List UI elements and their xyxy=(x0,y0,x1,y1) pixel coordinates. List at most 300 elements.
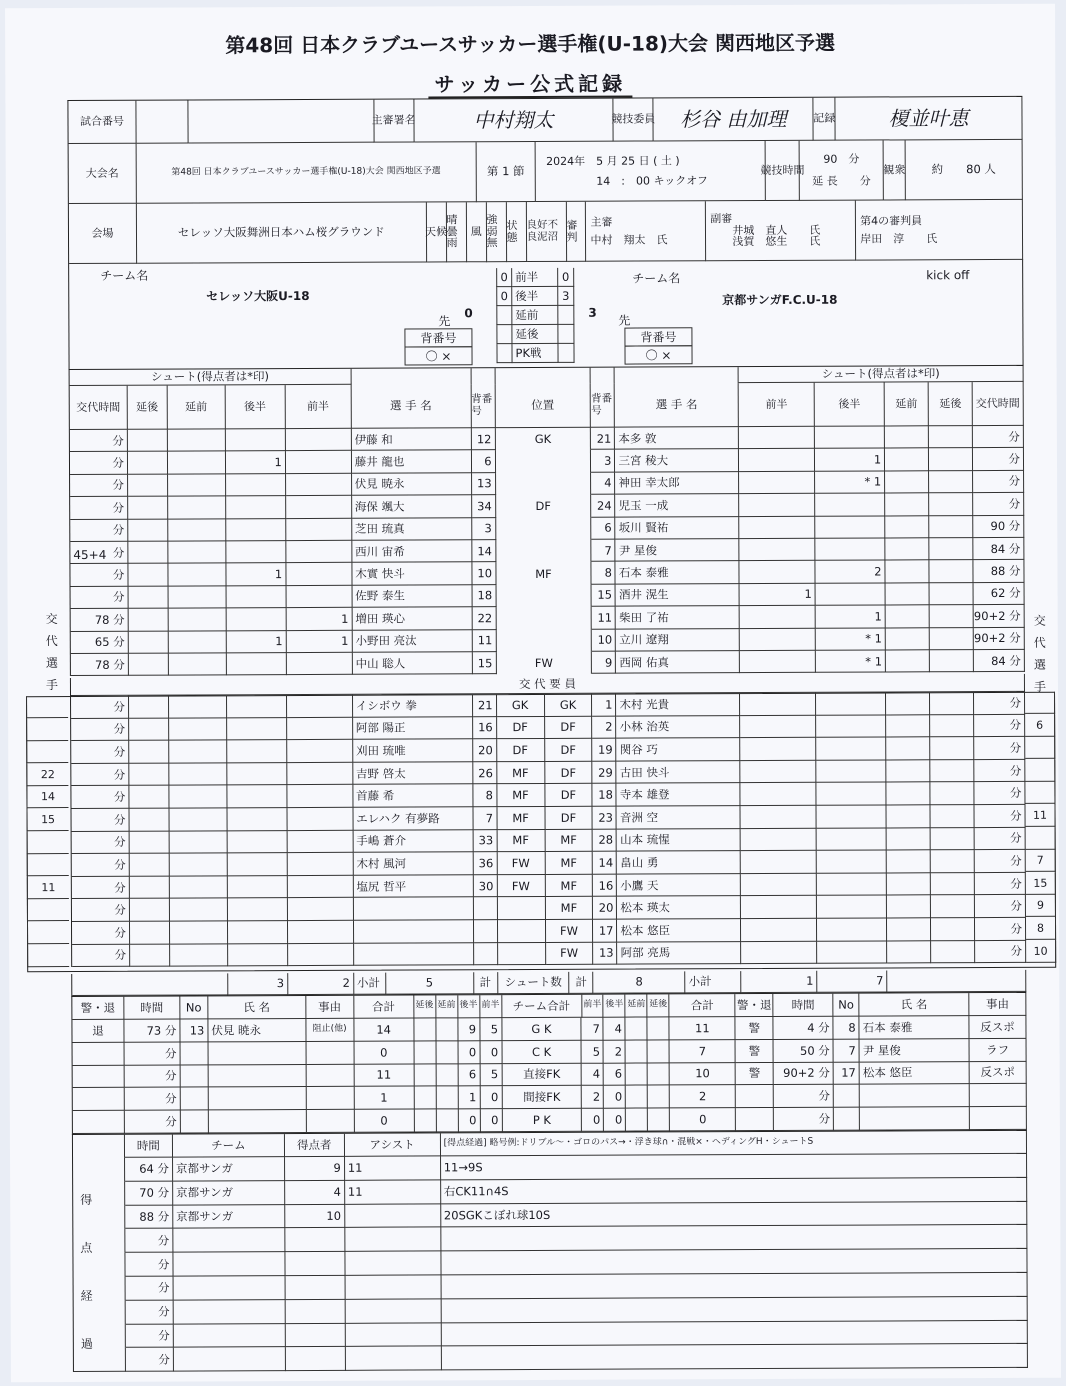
blank-cell xyxy=(130,922,170,945)
away-et1 xyxy=(886,561,930,584)
goal-team xyxy=(174,1347,286,1371)
away-h2-shots xyxy=(815,516,885,539)
blank-cell xyxy=(615,367,739,384)
home-h2-label: 後半 xyxy=(225,385,285,429)
header-row-venue xyxy=(68,200,1023,264)
away-player-name: 石本 泰雅 xyxy=(616,561,740,584)
blank-cell xyxy=(436,1018,458,1041)
blank-cell xyxy=(887,783,931,806)
position xyxy=(496,450,592,473)
goal-scorer-label: 得点者 xyxy=(285,1134,345,1157)
goal-description: 右CK11∩4S xyxy=(441,1178,1027,1204)
away-et1 xyxy=(885,516,929,539)
blank-cell xyxy=(227,808,287,831)
home-player-name: 増田 瑛心 xyxy=(352,607,472,630)
home-card-reason xyxy=(306,1064,354,1087)
away-sub-name: 木村 光貴 xyxy=(616,693,740,716)
away-et2 xyxy=(929,538,973,561)
goal-team: 京都サンガ xyxy=(173,1181,285,1205)
goal-assist xyxy=(345,1228,441,1252)
away-sub-time: 分 xyxy=(974,692,1025,715)
home-card-type xyxy=(73,1065,125,1088)
home-et2 xyxy=(128,519,168,542)
away-sub-name: 古田 快斗 xyxy=(617,761,741,784)
goal-description xyxy=(441,1320,1027,1346)
blank-cell xyxy=(73,1229,125,1253)
table-row xyxy=(71,940,1026,967)
away-sub-pos: FW xyxy=(545,920,593,943)
away-sum: 2 xyxy=(670,1086,736,1109)
home-sub-side-label: 交代選手 xyxy=(45,612,58,693)
home-sub-time: 分 xyxy=(70,452,128,475)
goal-time: 分 xyxy=(125,1277,173,1301)
home-card-no: 13 xyxy=(180,1019,208,1042)
away-h2-shots: 1 xyxy=(815,449,885,472)
blank-cell xyxy=(169,763,227,786)
away-sub-no: 16 xyxy=(593,874,617,897)
home-player-no: 3 xyxy=(472,518,496,540)
blank-cell xyxy=(816,692,886,715)
away-sub-no: 20 xyxy=(593,897,617,920)
home-sub-time: 分 xyxy=(72,944,130,967)
blank-cell xyxy=(741,828,817,851)
away-card-no: 8 xyxy=(834,1017,860,1040)
home-shots-title: シュート(得点者は*印) xyxy=(70,369,352,386)
away-h2-shots: 2 xyxy=(816,561,886,584)
away-h1-shots xyxy=(739,494,815,517)
home-et1 xyxy=(168,429,226,452)
away-h1-label: 前半 xyxy=(739,383,815,427)
blank-cell xyxy=(130,854,170,877)
away-h2-val: 2 xyxy=(604,1040,626,1063)
home-et2 xyxy=(128,586,168,609)
period-home: 0 xyxy=(496,287,512,306)
blank-cell xyxy=(887,941,931,964)
home-h1-val: 5 xyxy=(480,1018,502,1041)
home-sub-in: 22 xyxy=(26,764,68,786)
home-h2-val: 1 xyxy=(458,1087,480,1110)
blank-cell xyxy=(129,696,169,719)
home-sub-pos: FW xyxy=(497,852,545,875)
blank-cell xyxy=(74,1324,126,1348)
away-sub-name: 関谷 巧 xyxy=(617,738,741,761)
away-player-name: 児玉 一成 xyxy=(616,494,740,517)
away-sub-time: 62 分 xyxy=(974,583,1025,606)
home-player-no: 34 xyxy=(472,495,496,517)
away-sub-no: 2 xyxy=(593,716,617,739)
away-sub-time: 90+2 分 xyxy=(974,605,1025,628)
home-h2-shots: 1 xyxy=(226,451,286,474)
attendance-value: 約 80 人 xyxy=(906,140,1023,201)
blank-cell xyxy=(931,873,975,896)
away-sub-name: 松本 悠臣 xyxy=(617,919,741,942)
home-sub-name: 木村 風河 xyxy=(353,852,473,875)
home-sum: 0 xyxy=(354,1041,414,1064)
home-sub-time: 78 分 xyxy=(71,609,129,632)
home-total-label: 計 xyxy=(474,972,498,994)
blank-cell xyxy=(227,740,287,763)
away-card-name: 石本 泰雅 xyxy=(860,1016,970,1039)
weather-label: 天候 xyxy=(426,202,446,262)
away-sub-time: 分 xyxy=(975,895,1026,918)
away-cards-label: 警・退 xyxy=(736,994,774,1017)
blank-cell xyxy=(436,1110,458,1133)
home-et2 xyxy=(128,497,168,520)
away-et1-label: 延前 xyxy=(885,382,929,426)
home-sub-time: 分 xyxy=(70,497,128,520)
away-total-score: 3 xyxy=(588,305,597,320)
blank-cell xyxy=(170,921,228,944)
goal-description xyxy=(441,1225,1027,1251)
period-row xyxy=(496,287,574,306)
home-h1-shots xyxy=(286,451,352,474)
home-sub-in xyxy=(27,945,69,967)
period-table xyxy=(496,268,574,363)
blank-cell xyxy=(648,1017,670,1040)
home-sub-pos: MF xyxy=(497,762,545,785)
goal-scorer xyxy=(285,1228,345,1252)
away-sub-pos: MF xyxy=(545,875,593,898)
away-h1-shots xyxy=(740,516,816,539)
away-card-time: 50 分 xyxy=(774,1039,834,1062)
away-card-no: 17 xyxy=(834,1062,860,1085)
blank-cell xyxy=(130,876,170,899)
sheet-title: 第48回 日本クラブユースサッカー選手権(U-18)大会 関西地区予選 xyxy=(225,30,836,58)
tournament-label: 大会名 xyxy=(69,144,137,204)
blank-cell xyxy=(741,761,817,784)
section: 第 1 節 xyxy=(476,142,536,202)
blank-cell xyxy=(73,1205,125,1229)
away-name-label: 選 手 名 xyxy=(615,383,739,428)
home-sub-no: 7 xyxy=(473,807,497,830)
away-sub-in: 9 xyxy=(1026,895,1056,917)
away-sub-time: 90 分 xyxy=(973,515,1024,538)
home-sub-in: 15 xyxy=(27,809,69,831)
goal-description xyxy=(441,1297,1027,1323)
home-sum: 1 xyxy=(354,1087,414,1110)
home-h1-total: 2 xyxy=(288,973,354,995)
away-h1-shots xyxy=(740,539,816,562)
away-h2-total: 7 xyxy=(817,970,887,992)
home-h1-val: 0 xyxy=(480,1109,502,1132)
home-h1-shots: 1 xyxy=(286,608,352,631)
home-sub-time: 分 xyxy=(71,696,129,719)
away-sub-time: 分 xyxy=(974,760,1025,783)
position: DF xyxy=(496,495,592,518)
home-et1 xyxy=(168,497,226,520)
home-et1-label: 延前 xyxy=(168,385,226,429)
home-h1-val: 0 xyxy=(480,1041,502,1064)
wind-label: 風 xyxy=(466,202,486,262)
blank-cell xyxy=(129,786,169,809)
position: MF xyxy=(496,562,592,585)
blank-cell xyxy=(816,738,886,761)
away-card-name xyxy=(860,1107,970,1130)
away-et-before: 延前 xyxy=(626,995,648,1018)
home-et-after: 延後 xyxy=(414,995,436,1018)
home-sub-time: 分 xyxy=(72,831,130,854)
scoring-side-label: 得点経過 xyxy=(80,1192,93,1351)
home-player-name: 中山 聡人 xyxy=(353,652,473,675)
blank-cell xyxy=(414,1087,436,1110)
away-card-type: 警 xyxy=(736,1040,774,1063)
home-no-label: 背番号 xyxy=(471,384,495,428)
away-h1-col: 前半 xyxy=(582,995,604,1018)
away-h1-shots xyxy=(739,427,815,450)
weather-options: 晴曇雨 xyxy=(446,202,466,262)
away-card-no xyxy=(834,1108,860,1131)
away-no-label: 背番号 xyxy=(591,384,615,428)
home-sub-time: 分 xyxy=(70,430,128,453)
home-et1 xyxy=(168,586,226,609)
team-total-label: チーム合計 xyxy=(502,995,582,1018)
away-et1 xyxy=(886,605,930,628)
home-player-name: 伏見 暁永 xyxy=(352,473,472,496)
away-et2 xyxy=(930,605,974,628)
position xyxy=(496,585,592,608)
away-sub-in xyxy=(1025,692,1055,714)
away-card-reason xyxy=(970,1107,1027,1130)
home-player-no: 11 xyxy=(472,630,496,652)
away-card-reason: ラフ xyxy=(970,1039,1027,1062)
blank-cell xyxy=(414,1018,436,1041)
away-et1 xyxy=(885,493,929,516)
away-h2-shots: * 1 xyxy=(815,471,885,494)
home-sub-pos: MF xyxy=(497,784,545,807)
goal-assist xyxy=(345,1299,441,1323)
blank-cell xyxy=(414,1110,436,1133)
away-et2 xyxy=(929,516,973,539)
home-sub-name: 塩尻 哲平 xyxy=(353,875,473,898)
blank-cell xyxy=(228,944,288,967)
goal-time: 88 分 xyxy=(125,1205,173,1229)
away-et2 xyxy=(930,583,974,606)
home-player-name: 芝田 琉真 xyxy=(352,518,472,541)
home-card-name xyxy=(209,1110,307,1133)
home-sum: 0 xyxy=(355,1110,415,1133)
home-player-name: 木實 快斗 xyxy=(352,563,472,586)
blank-cell xyxy=(816,715,886,738)
home-sub-time: 分 xyxy=(72,899,130,922)
period-label: 後半 xyxy=(512,287,558,306)
away-et2 xyxy=(929,493,973,516)
away-et1 xyxy=(885,426,929,449)
away-card-time: 4 分 xyxy=(774,1017,834,1040)
blank-cell xyxy=(887,918,931,941)
blank-cell xyxy=(130,899,170,922)
away-team-name: 京都サンガF.C.U-18 xyxy=(722,292,838,308)
away-sub-time: 88 分 xyxy=(973,560,1024,583)
away-player-name: 酒井 滉生 xyxy=(616,584,740,607)
blank-cell xyxy=(740,715,816,738)
away-h1-shots xyxy=(739,472,815,495)
goal-team-label: チーム xyxy=(173,1134,285,1157)
home-card-time: 分 xyxy=(125,1065,181,1088)
away-player-name: 尹 星俊 xyxy=(616,539,740,562)
home-h2-total: 3 xyxy=(228,973,288,995)
away-shots-title: シュート(得点者は*印) xyxy=(739,366,1024,383)
home-card-type xyxy=(73,1111,125,1134)
home-sub-no: 8 xyxy=(473,785,497,808)
away-sub-pos: MF xyxy=(545,852,593,875)
away-et1 xyxy=(885,449,929,472)
venue-label: 会場 xyxy=(69,204,137,264)
blank-cell xyxy=(227,785,287,808)
away-et1 xyxy=(886,628,930,651)
home-card-name xyxy=(208,1065,306,1088)
away-subtotal-label: 小計 xyxy=(686,971,742,993)
away-sub-time: 分 xyxy=(974,714,1025,737)
away-et-after: 延後 xyxy=(648,994,670,1017)
home-player-name: 伊藤 和 xyxy=(352,428,472,451)
away-card-name: 松本 悠臣 xyxy=(860,1062,970,1085)
header-row-tournament xyxy=(68,140,1023,204)
position xyxy=(496,629,592,652)
home-sub-no xyxy=(473,898,497,921)
goal-time: 分 xyxy=(126,1300,174,1324)
away-et2 xyxy=(929,448,973,471)
away-card-no xyxy=(834,1085,860,1108)
blank-cell xyxy=(817,851,887,874)
home-sub-time: 分 xyxy=(72,877,130,900)
away-et1 xyxy=(885,471,929,494)
blank-cell xyxy=(73,1135,125,1158)
home-sub-time-label: 交代時間 xyxy=(70,386,128,430)
blank-cell xyxy=(741,783,817,806)
home-h1-shots xyxy=(286,496,352,519)
away-h2-val: 0 xyxy=(604,1086,626,1109)
home-et1 xyxy=(168,541,226,564)
period-away xyxy=(558,344,574,363)
away-h2-shots xyxy=(815,426,885,449)
attendance-label: 観衆 xyxy=(884,140,906,200)
away-first-label: 先 xyxy=(618,313,631,328)
away-sub-name: 音洲 空 xyxy=(617,806,741,829)
blank-cell xyxy=(817,941,887,964)
blank-cell xyxy=(228,898,288,921)
away-h1-shots xyxy=(740,651,816,674)
referee-signature: 中村翔太 xyxy=(414,99,614,143)
away-et2 xyxy=(930,560,974,583)
home-sub-no: 30 xyxy=(473,875,497,898)
goal-scorer xyxy=(286,1347,346,1371)
blank-cell xyxy=(228,876,288,899)
goal-time: 分 xyxy=(126,1324,174,1348)
home-et1 xyxy=(169,653,227,676)
home-team-label: チーム名 xyxy=(100,268,149,283)
home-sub-in xyxy=(27,922,69,944)
home-sub-time: 分 xyxy=(71,764,129,787)
home-et1 xyxy=(168,452,226,475)
home-card-type: 退 xyxy=(72,1020,124,1043)
goal-team: 京都サンガ xyxy=(173,1205,285,1229)
blank-cell xyxy=(288,921,354,944)
goal-assist-label: アシスト xyxy=(345,1133,441,1156)
pitch-options: 良好不良泥沼 xyxy=(526,202,566,262)
home-shot-count: 5 xyxy=(386,972,474,994)
home-total-score: 0 xyxy=(464,306,473,321)
home-player-no: 12 xyxy=(471,428,495,450)
away-shot-count: 8 xyxy=(594,971,686,993)
away-et2 xyxy=(930,628,974,651)
away-h2-shots xyxy=(816,538,886,561)
away-h2-shots xyxy=(816,583,886,606)
home-h1-shots xyxy=(286,518,352,541)
away-et1 xyxy=(885,538,929,561)
blank-cell xyxy=(170,876,228,899)
blank-cell xyxy=(74,1277,126,1301)
blank-cell xyxy=(227,695,287,718)
away-sub-no: 19 xyxy=(593,739,617,762)
home-sub-time: 分 xyxy=(72,809,130,832)
away-sub-time: 90+2 分 xyxy=(974,627,1025,650)
home-sub-no: 26 xyxy=(473,762,497,785)
blank-cell xyxy=(351,368,471,385)
away-et1 xyxy=(886,650,930,673)
home-card-reason xyxy=(306,1087,354,1110)
blank-cell xyxy=(931,805,975,828)
away-sub-in: 10 xyxy=(1026,940,1056,962)
goal-time: 分 xyxy=(125,1229,173,1253)
home-h2-val: 0 xyxy=(458,1109,480,1132)
table-row xyxy=(70,650,1025,677)
away-card-type xyxy=(736,1085,774,1108)
position: GK xyxy=(495,428,591,451)
blank-cell xyxy=(886,692,930,715)
home-sub-in xyxy=(27,832,69,854)
blank-cell xyxy=(170,944,228,967)
away-sub-name: 阿部 亮馬 xyxy=(618,942,742,965)
period-label: 延前 xyxy=(512,306,558,325)
away-sub-in xyxy=(1025,760,1055,782)
goal-team xyxy=(174,1300,286,1324)
blank-cell xyxy=(931,895,975,918)
blank-cell xyxy=(129,763,169,786)
away-sum: 0 xyxy=(670,1108,736,1131)
home-et1 xyxy=(168,564,226,587)
goal-scorer: 4 xyxy=(285,1181,345,1205)
away-player-name: 三宮 稜大 xyxy=(615,449,739,472)
period-home xyxy=(496,306,512,325)
goal-description xyxy=(441,1249,1027,1275)
away-h1-total: 1 xyxy=(741,971,817,993)
goal-team xyxy=(173,1276,285,1300)
away-sub-pos: MF xyxy=(545,829,593,852)
goal-description xyxy=(441,1344,1027,1370)
away-sub-pos: DF xyxy=(545,716,593,739)
away-player-name: 立川 遼翔 xyxy=(616,629,740,652)
home-h1-val: 0 xyxy=(480,1087,502,1110)
goal-assist xyxy=(345,1275,441,1299)
home-player-name: 小野田 亮汰 xyxy=(352,630,472,653)
away-card-reason: 反スポ xyxy=(969,1016,1026,1039)
blank-cell xyxy=(817,918,887,941)
home-no-col: No xyxy=(180,996,208,1019)
home-sub-name: 吉野 啓太 xyxy=(353,762,473,785)
home-name-label: 選 手 名 xyxy=(351,384,471,429)
away-time-label: 時間 xyxy=(774,994,834,1017)
period-away xyxy=(558,325,574,344)
blank-cell xyxy=(130,944,170,967)
blank-cell xyxy=(591,368,615,384)
away-sub-in: 6 xyxy=(1025,714,1055,736)
away-h1-shots xyxy=(740,628,816,651)
blank-cell xyxy=(741,941,817,964)
goal-scorer xyxy=(285,1252,345,1276)
blank-cell xyxy=(931,850,975,873)
blank-cell xyxy=(886,715,930,738)
home-team-name: セレッソ大阪U-18 xyxy=(206,288,310,304)
